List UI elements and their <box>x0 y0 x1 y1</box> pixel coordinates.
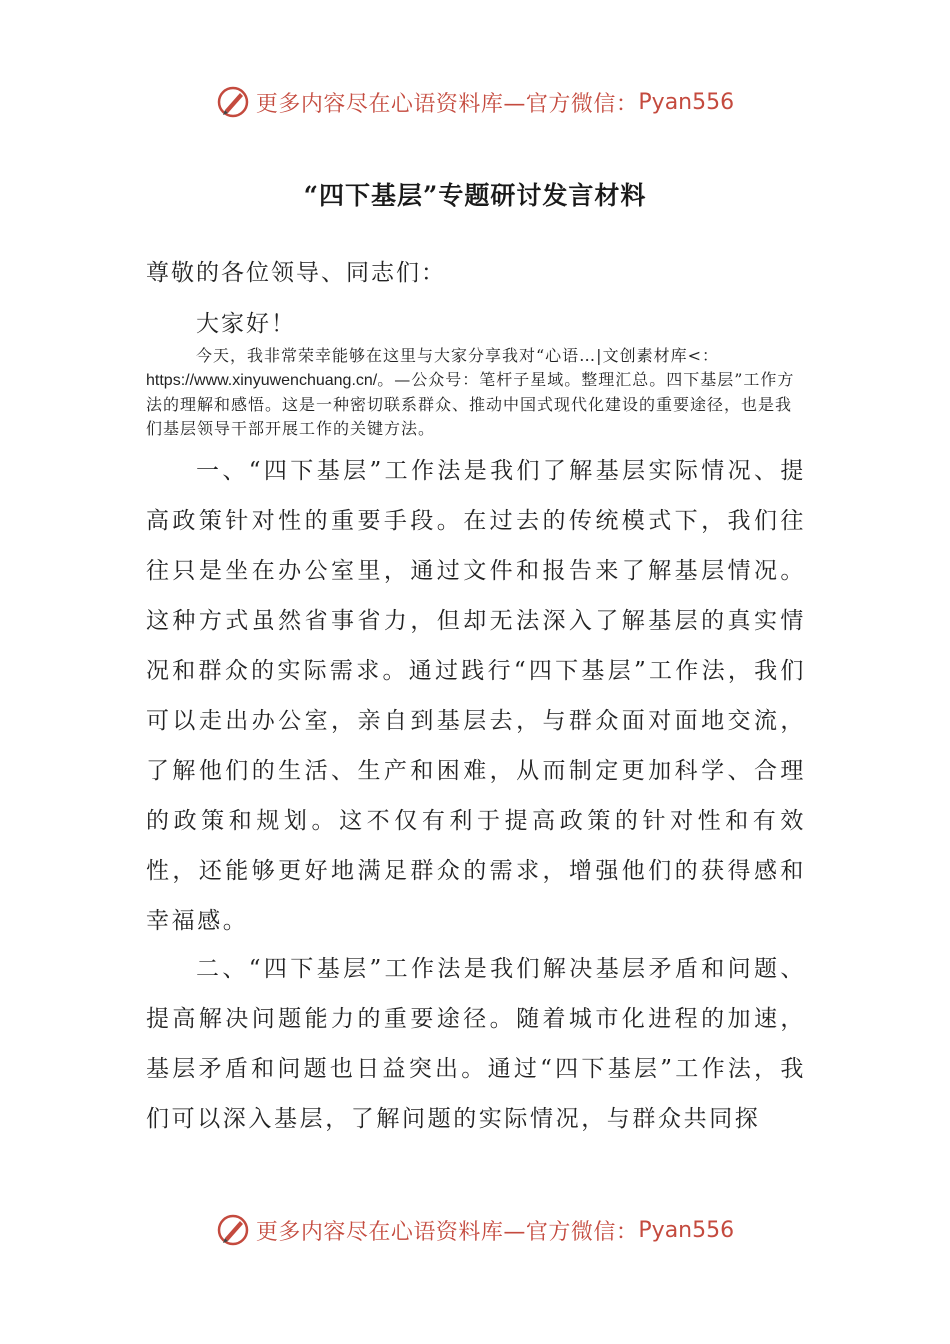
header-banner-text: 更多内容尽在心语资料库—官方微信： <box>255 91 639 117</box>
header-banner <box>0 80 950 124</box>
document-title: “四下基层”专题研讨发言材料 <box>303 181 647 210</box>
paragraph-two: 二、“四下基层”工作法是我们解决基层矛盾和问题、提高解决问题能力的重要途径。随着城市化进程的加速，基层矛盾和问题也日益突出。通过“四下基层”工作法，我们可以深入基层，了解问题的实际情况，与群众共同探 <box>146 956 806 1132</box>
header-wechat-id: Pyan556 <box>638 89 735 115</box>
salutation: 尊敬的各位领导、同志们： <box>146 260 446 286</box>
footer-banner-text: 更多内容尽在心语资料库—官方微信： <box>255 1219 639 1245</box>
intro-text-b: 。—公众号：笔杆子星域。整理汇总。四下基层”工作方法的理解和感悟。这是一种密切联系群众、推动中国式现代化建设的重要途径，也是我们基层领导干部开展工作的关键方法。 <box>146 370 795 438</box>
footer-wechat-id: Pyan556 <box>638 1217 735 1243</box>
intro-url: https://www.xinyuwenchuang.cn/ <box>146 372 378 389</box>
footer-banner <box>0 1208 950 1252</box>
pen-logo-icon <box>216 85 250 119</box>
paragraph-one: 一、“四下基层”工作法是我们了解基层实际情况、提高政策针对性的重要手段。在过去的传统模式下，我们往往只是坐在办公室里，通过文件和报告来了解基层情况。这种方式虽然省事省力，但却无法深入了解基层的真实情况和群众的实际需求。通过践行“四下基层”工作法，我们可以走出办公室，亲自到基层去，与群众面对面地交流，了解他们的生活、生产和困难，从而制定更加科学、合理的政策和规划。这不仅有利于提高政策的针对性和有效性，还能够更好地满足群众的需求，增强他们的获得感和幸福感。 <box>146 458 806 934</box>
intro-paragraph <box>146 344 806 441</box>
intro-text-a: 今天，我非常荣幸能够在这里与大家分享我对“心语…|文创素材库<： <box>196 346 719 365</box>
pen-logo-icon <box>216 1213 250 1247</box>
greeting: 大家好！ <box>196 311 296 337</box>
